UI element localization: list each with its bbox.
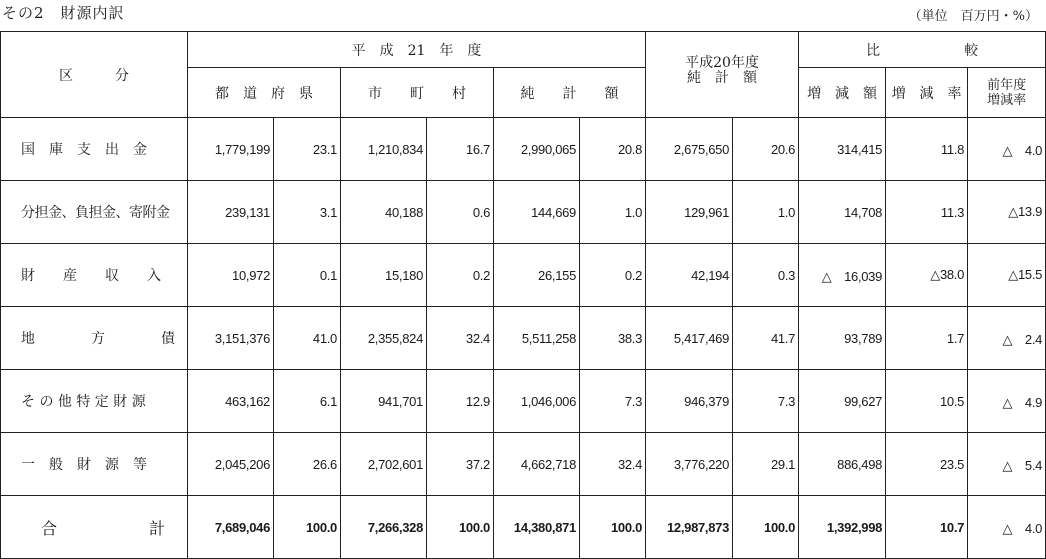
header-h20-line1: 平成20年度 xyxy=(685,55,759,71)
cell-change: △ 16,039 xyxy=(799,244,886,307)
cell-h20: 42,194 xyxy=(646,244,733,307)
total-h20: 12,987,873 xyxy=(646,496,733,559)
cell-h20: 5,417,469 xyxy=(646,307,733,370)
cell-prev-rate: △13.9 xyxy=(968,181,1046,244)
total-pref-pct: 100.0 xyxy=(274,496,341,559)
cell-change-rate: 11.3 xyxy=(886,181,968,244)
row-label: 財 産 収 入 xyxy=(1,244,188,307)
cell-pref-pct: 23.1 xyxy=(274,118,341,181)
table-row xyxy=(1,307,1046,370)
header-prev-rate xyxy=(968,68,1046,118)
cell-prev-rate: △ 5.4 xyxy=(968,433,1046,496)
cell-net-pct: 0.2 xyxy=(580,244,646,307)
cell-change: 93,789 xyxy=(799,307,886,370)
row-label: 分担金、負担金、寄附金 xyxy=(1,181,188,244)
table-row xyxy=(1,118,1046,181)
cell-muni: 40,188 xyxy=(341,181,427,244)
cell-muni: 15,180 xyxy=(341,244,427,307)
cell-change-rate: 1.7 xyxy=(886,307,968,370)
cell-pref: 10,972 xyxy=(188,244,274,307)
header-net-total: 純 計 額 xyxy=(494,68,646,118)
table-row xyxy=(1,370,1046,433)
cell-change: 14,708 xyxy=(799,181,886,244)
header-prev-rate-line2: 増減率 xyxy=(987,92,1027,108)
header-h20-line2: 純 計 額 xyxy=(687,70,758,86)
cell-net: 144,669 xyxy=(494,181,580,244)
total-label-a: 合 xyxy=(41,518,58,538)
cell-muni-pct: 0.2 xyxy=(427,244,494,307)
total-change-rate: 10.7 xyxy=(886,496,968,559)
cell-prev-rate: △ 4.9 xyxy=(968,370,1046,433)
cell-prev-rate: △ 4.0 xyxy=(968,118,1046,181)
revenue-breakdown-table xyxy=(0,31,1046,559)
cell-prev-rate: △15.5 xyxy=(968,244,1046,307)
cell-h20: 946,379 xyxy=(646,370,733,433)
cell-net: 5,511,258 xyxy=(494,307,580,370)
table-row xyxy=(1,181,1046,244)
cell-h20-pct: 41.7 xyxy=(733,307,799,370)
cell-net: 4,662,718 xyxy=(494,433,580,496)
header-comparison: 比 較 xyxy=(799,32,1046,68)
cell-pref: 3,151,376 xyxy=(188,307,274,370)
total-pref: 7,689,046 xyxy=(188,496,274,559)
total-net: 14,380,871 xyxy=(494,496,580,559)
table-row xyxy=(1,433,1046,496)
cell-muni-pct: 37.2 xyxy=(427,433,494,496)
total-label xyxy=(1,496,188,559)
cell-muni: 1,210,834 xyxy=(341,118,427,181)
unit-note: （単位 百万円・%） xyxy=(908,9,1038,24)
table-row xyxy=(1,244,1046,307)
cell-net-pct: 20.8 xyxy=(580,118,646,181)
cell-muni-pct: 32.4 xyxy=(427,307,494,370)
cell-h20-pct: 20.6 xyxy=(733,118,799,181)
cell-pref-pct: 0.1 xyxy=(274,244,341,307)
header-h21: 平 成 21 年 度 xyxy=(188,32,646,68)
header-change-amount: 増 減 額 xyxy=(799,68,886,118)
cell-pref-pct: 26.6 xyxy=(274,433,341,496)
cell-h20-pct: 7.3 xyxy=(733,370,799,433)
cell-change: 314,415 xyxy=(799,118,886,181)
total-net-pct: 100.0 xyxy=(580,496,646,559)
header-municipality: 市 町 村 xyxy=(341,68,494,118)
cell-net: 26,155 xyxy=(494,244,580,307)
row-label: 国 庫 支 出 金 xyxy=(1,118,188,181)
cell-change: 99,627 xyxy=(799,370,886,433)
cell-pref-pct: 41.0 xyxy=(274,307,341,370)
cell-net-pct: 7.3 xyxy=(580,370,646,433)
header-prefecture: 都 道 府 県 xyxy=(188,68,341,118)
row-label: 一 般 財 源 等 xyxy=(1,433,188,496)
header-category: 区 分 xyxy=(1,32,188,118)
cell-net: 2,990,065 xyxy=(494,118,580,181)
row-label: 地 方 債 xyxy=(1,307,188,370)
cell-change: 886,498 xyxy=(799,433,886,496)
cell-pref: 1,779,199 xyxy=(188,118,274,181)
cell-net-pct: 32.4 xyxy=(580,433,646,496)
cell-change-rate: △38.0 xyxy=(886,244,968,307)
total-muni-pct: 100.0 xyxy=(427,496,494,559)
total-change: 1,392,998 xyxy=(799,496,886,559)
cell-change-rate: 23.5 xyxy=(886,433,968,496)
cell-muni-pct: 0.6 xyxy=(427,181,494,244)
cell-prev-rate: △ 2.4 xyxy=(968,307,1046,370)
total-row xyxy=(1,496,1046,559)
cell-pref-pct: 3.1 xyxy=(274,181,341,244)
cell-pref: 239,131 xyxy=(188,181,274,244)
cell-change-rate: 10.5 xyxy=(886,370,968,433)
total-label-b: 計 xyxy=(148,518,165,538)
cell-muni-pct: 16.7 xyxy=(427,118,494,181)
cell-pref-pct: 6.1 xyxy=(274,370,341,433)
total-muni: 7,266,328 xyxy=(341,496,427,559)
cell-muni: 2,702,601 xyxy=(341,433,427,496)
cell-h20-pct: 1.0 xyxy=(733,181,799,244)
cell-net-pct: 1.0 xyxy=(580,181,646,244)
cell-h20-pct: 29.1 xyxy=(733,433,799,496)
cell-muni: 941,701 xyxy=(341,370,427,433)
total-h20-pct: 100.0 xyxy=(733,496,799,559)
total-prev-rate: △ 4.0 xyxy=(968,496,1046,559)
cell-h20: 2,675,650 xyxy=(646,118,733,181)
header-change-rate: 増 減 率 xyxy=(886,68,968,118)
cell-net-pct: 38.3 xyxy=(580,307,646,370)
table-title: その2 財源内訳 xyxy=(2,4,125,22)
header-prev-rate-line1: 前年度 xyxy=(987,77,1027,93)
cell-net: 1,046,006 xyxy=(494,370,580,433)
cell-h20: 129,961 xyxy=(646,181,733,244)
cell-pref: 2,045,206 xyxy=(188,433,274,496)
cell-muni: 2,355,824 xyxy=(341,307,427,370)
cell-h20-pct: 0.3 xyxy=(733,244,799,307)
row-label: そ の 他 特 定 財 源 xyxy=(1,370,188,433)
cell-muni-pct: 12.9 xyxy=(427,370,494,433)
cell-h20: 3,776,220 xyxy=(646,433,733,496)
header-h20 xyxy=(646,32,799,118)
cell-pref: 463,162 xyxy=(188,370,274,433)
cell-change-rate: 11.8 xyxy=(886,118,968,181)
